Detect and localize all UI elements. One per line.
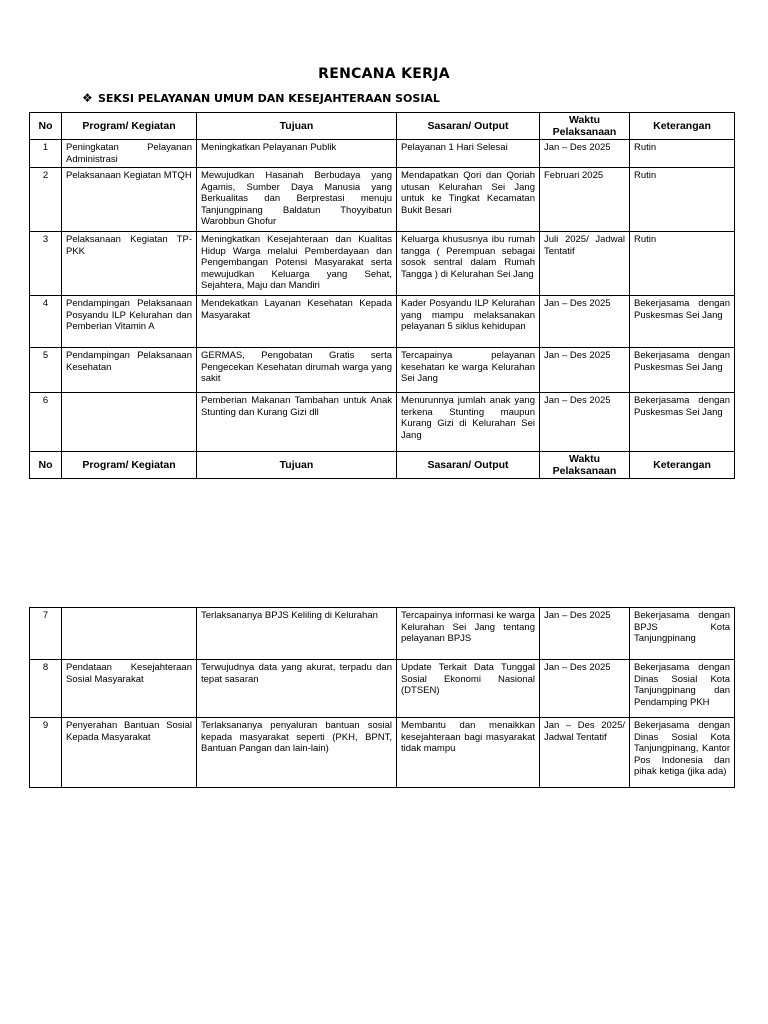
page-title: RENCANA KERJA (318, 66, 450, 82)
table-row (30, 393, 735, 452)
diamond-bullet-icon: ❖ (82, 91, 93, 105)
cell-no: 1 (30, 140, 62, 168)
cell-program: Pelaksanaan Kegiatan TP-PKK (62, 232, 197, 296)
cell-tujuan: Pemberian Makanan Tambahan untuk Anak Stunting dan Kurang Gizi dll (197, 393, 397, 452)
cell-no: 8 (30, 660, 62, 718)
header-waktu: Waktu Pelaksanaan (540, 113, 630, 140)
cell-program (62, 608, 197, 660)
cell-keterangan: Bekerjasama dengan Dinas Sosial Kota Tanjungpinang dan Pendamping PKH (630, 660, 735, 718)
cell-no: 7 (30, 608, 62, 660)
cell-tujuan: Terwujudnya data yang akurat, terpadu dan tepat sasaran (197, 660, 397, 718)
cell-waktu: Jan – Des 2025 (540, 348, 630, 393)
work-plan-table-continued (29, 607, 735, 788)
cell-sasaran: Keluarga khususnya ibu rumah tangga ( Perempuan sebagai sosok sentral dalam Rumah Tangga ) di Kelurahan Sei Jang (397, 232, 540, 296)
cell-keterangan: Bekerjasama dengan Dinas Sosial Kota Tanjungpinang, Kantor Pos Indonesia dan pihak ketiga (jika ada) (630, 718, 735, 788)
cell-keterangan: Bekerjasama dengan Puskesmas Sei Jang (630, 393, 735, 452)
section-label: SEKSI PELAYANAN UMUM DAN KESEJAHTERAAN SOSIAL (98, 92, 440, 105)
table-row (30, 232, 735, 296)
cell-no: 4 (30, 296, 62, 348)
table-row (30, 718, 735, 788)
cell-sasaran: Mendapatkan Qori dan Qoriah utusan Kelurahan Sei Jang untuk ke Tingkat Kecamatan Bukit Besari (397, 168, 540, 232)
header-tujuan: Tujuan (197, 452, 397, 479)
cell-waktu: Jan – Des 2025 (540, 140, 630, 168)
cell-program: Penyerahan Bantuan Sosial Kepada Masyarakat (62, 718, 197, 788)
table-row (30, 348, 735, 393)
cell-sasaran: Pelayanan 1 Hari Selesai (397, 140, 540, 168)
cell-program: Pendampingan Pelaksanaan Posyandu ILP Kelurahan dan Pemberian Vitamin A (62, 296, 197, 348)
cell-waktu: Jan – Des 2025 (540, 660, 630, 718)
header-sasaran: Sasaran/ Output (397, 113, 540, 140)
cell-program: Pendampingan Pelaksanaan Kesehatan (62, 348, 197, 393)
header-keterangan: Keterangan (630, 113, 735, 140)
cell-no: 9 (30, 718, 62, 788)
table-repeat-header-row (30, 452, 735, 479)
cell-no: 6 (30, 393, 62, 452)
cell-keterangan: Bekerjasama dengan BPJS Kota Tanjungpinang (630, 608, 735, 660)
table-row (30, 168, 735, 232)
cell-tujuan: Mendekatkan Layanan Kesehatan Kepada Masyarakat (197, 296, 397, 348)
header-sasaran: Sasaran/ Output (397, 452, 540, 479)
table-row (30, 608, 735, 660)
table-row (30, 660, 735, 718)
cell-tujuan: Meningkatkan Pelayanan Publik (197, 140, 397, 168)
header-program: Program/ Kegiatan (62, 452, 197, 479)
table-header-row (30, 113, 735, 140)
cell-tujuan: Terlaksananya penyaluran bantuan sosial kepada masyarakat seperti (PKH, BPNT, Bantuan Pangan dan lain-lain) (197, 718, 397, 788)
cell-sasaran: Menurunnya jumlah anak yang terkena Stunting maupun Kurang Gizi di Kelurahan Sei Jang (397, 393, 540, 452)
cell-program (62, 393, 197, 452)
cell-no: 2 (30, 168, 62, 232)
header-waktu: Waktu Pelaksanaan (540, 452, 630, 479)
cell-keterangan: Bekerjasama dengan Puskesmas Sei Jang (630, 348, 735, 393)
cell-sasaran: Update Terkait Data Tunggal Sosial Ekonomi Nasional (DTSEN) (397, 660, 540, 718)
work-plan-table (29, 112, 735, 479)
header-keterangan: Keterangan (630, 452, 735, 479)
cell-keterangan: Rutin (630, 232, 735, 296)
cell-program: Peningkatan Pelayanan Administrasi (62, 140, 197, 168)
cell-no: 3 (30, 232, 62, 296)
table-row (30, 140, 735, 168)
cell-waktu: Jan – Des 2025 (540, 608, 630, 660)
table-row (30, 296, 735, 348)
cell-keterangan: Bekerjasama dengan Puskesmas Sei Jang (630, 296, 735, 348)
cell-program: Pelaksanaan Kegiatan MTQH (62, 168, 197, 232)
section-heading (82, 91, 440, 105)
cell-keterangan: Rutin (630, 168, 735, 232)
cell-program: Pendataan Kesejahteraan Sosial Masyarakat (62, 660, 197, 718)
cell-tujuan: GERMAS, Pengobatan Gratis serta Pengecekan Kesehatan dirumah warga yang sakit (197, 348, 397, 393)
cell-waktu: Februari 2025 (540, 168, 630, 232)
cell-no: 5 (30, 348, 62, 393)
cell-tujuan: Meningkatkan Kesejahteraan dan Kualitas Hidup Warga melalui Pemberdayaan dan Pengembangan Potensi Masyarakat serta mewujudkan Keluarga yang Sehat, Sejahtera, Maju dan Mandiri (197, 232, 397, 296)
cell-sasaran: Tercapainya informasi ke warga Kelurahan Sei Jang tentang pelayanan BPJS (397, 608, 540, 660)
cell-waktu: Jan – Des 2025 (540, 296, 630, 348)
cell-sasaran: Kader Posyandu ILP Kelurahan yang mampu melaksanakan pelayanan 5 siklus kehidupan (397, 296, 540, 348)
header-no: No (30, 113, 62, 140)
header-program: Program/ Kegiatan (62, 113, 197, 140)
header-no: No (30, 452, 62, 479)
cell-tujuan: Mewujudkan Hasanah Berbudaya yang Agamis, Sumber Daya Manusia yang Berkualitas dan Berprestasi menuju Tanjungpinang Baldatun Thoyyibatun Warobbun Ghofur (197, 168, 397, 232)
cell-waktu: Jan – Des 2025/ Jadwal Tentatif (540, 718, 630, 788)
cell-tujuan: Terlaksananya BPJS Keliling di Kelurahan (197, 608, 397, 660)
header-tujuan: Tujuan (197, 113, 397, 140)
cell-waktu: Juli 2025/ Jadwal Tentatif (540, 232, 630, 296)
cell-sasaran: Membantu dan menaikkan kesejahteraan bagi masyarakat tidak mampu (397, 718, 540, 788)
cell-waktu: Jan – Des 2025 (540, 393, 630, 452)
cell-keterangan: Rutin (630, 140, 735, 168)
cell-sasaran: Tercapainya pelayanan kesehatan ke warga Kelurahan Sei Jang (397, 348, 540, 393)
